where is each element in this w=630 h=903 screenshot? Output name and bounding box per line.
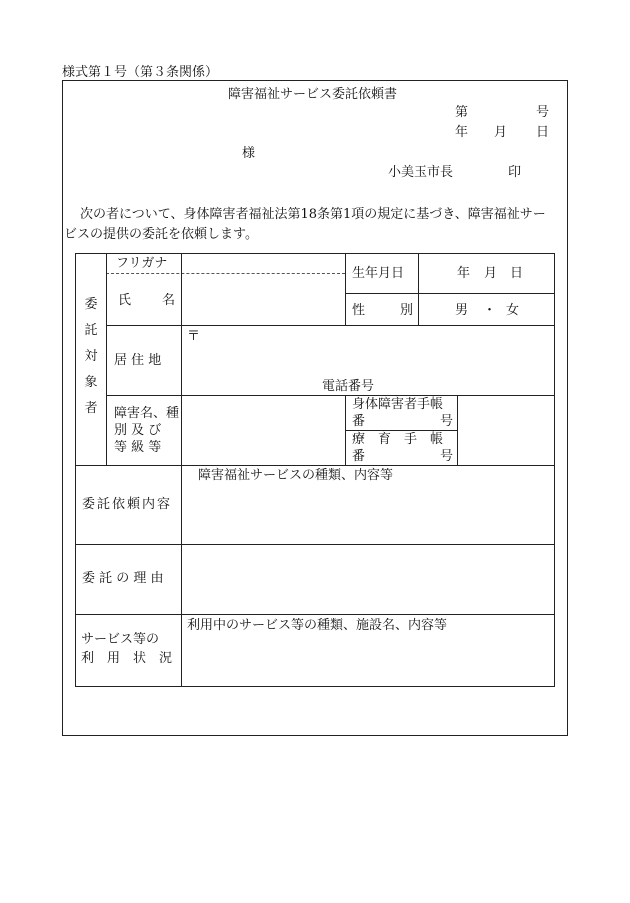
usage-note: 利用中のサービス等の種類、施設名、内容等: [187, 618, 448, 633]
birthdate-label: 生年月日: [352, 266, 405, 281]
gender-label-b: 別: [400, 303, 414, 318]
section-label-2: 託: [84, 323, 98, 338]
ryoiku-label: 療 育 手 帳: [352, 432, 444, 447]
number-go: 号: [536, 105, 550, 120]
gender-label-a: 性: [352, 303, 366, 318]
gender-separator: ・: [483, 303, 497, 318]
name-label-b: 名: [162, 293, 176, 308]
body-line-2: ビスの提供の委託を依頼します。: [64, 227, 258, 242]
date-day: 日: [536, 125, 550, 140]
phone-label: 電話番号: [322, 379, 375, 394]
birth-day: 日: [510, 266, 524, 281]
date-year: 年: [455, 125, 469, 140]
seal-mark: 印: [508, 165, 522, 180]
pdb-number-a: 番: [352, 414, 366, 429]
form-label: 様式第１号（第３条関係）: [62, 65, 219, 80]
request-note: 障害福祉サービスの種類、内容等: [198, 468, 394, 483]
ryoiku-number-a: 番: [352, 449, 366, 464]
date-month: 月: [494, 125, 508, 140]
section-label-5: 者: [84, 401, 98, 416]
body-line-1: 次の者について、身体障害者福祉法第18条第1項の規定に基づき、障害福祉サー: [80, 207, 546, 222]
gender-female: 女: [506, 303, 520, 318]
postal-mark: 〒: [187, 329, 201, 344]
gender-male: 男: [455, 303, 469, 318]
reason-label: 委 託 の 理 由: [82, 571, 164, 586]
section-label-1: 委: [84, 297, 98, 312]
addressee-suffix: 様: [242, 146, 256, 161]
disability-label-2: 別 及 び: [114, 423, 162, 438]
address-label: 居 住 地: [114, 353, 162, 368]
disability-label-3: 等 級 等: [114, 440, 162, 455]
ryoiku-number-b: 号: [440, 449, 454, 464]
usage-label-2: 利 用 状 況: [81, 651, 173, 666]
sender-name: 小美玉市長: [388, 165, 454, 180]
pdb-number-b: 号: [440, 414, 454, 429]
document-title: 障害福祉サービス委託依頼書: [228, 87, 398, 102]
birth-month: 月: [484, 266, 498, 281]
number-dai: 第: [455, 105, 469, 120]
birth-year: 年: [457, 266, 471, 281]
section-label-3: 対: [84, 349, 98, 364]
pdb-label: 身体障害者手帳: [352, 397, 444, 412]
disability-label-1: 障害名、種: [114, 406, 180, 421]
name-label-a: 氏: [118, 293, 132, 308]
usage-label-1: サービス等の: [81, 632, 160, 647]
request-label: 委託依頼内容: [82, 497, 173, 512]
section-label-4: 象: [84, 375, 98, 390]
furigana-label: フリガナ: [116, 256, 168, 271]
